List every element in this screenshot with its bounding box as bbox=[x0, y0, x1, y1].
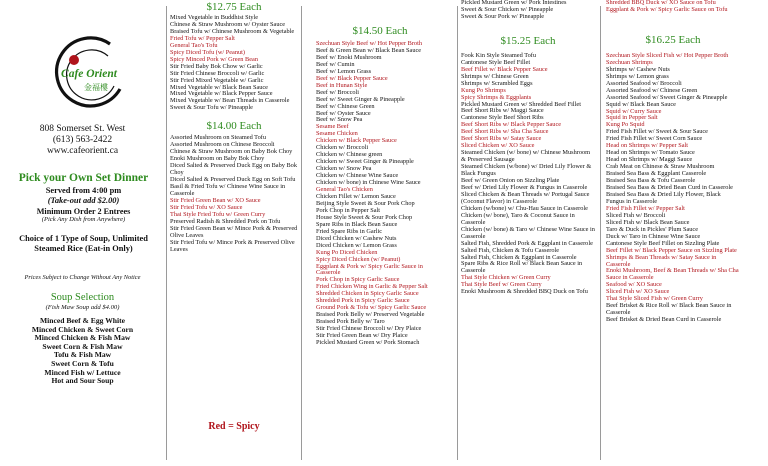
soup-note: (Fish Maw Soup add $4.00) bbox=[45, 304, 120, 311]
spicy-legend: Red = Spicy bbox=[208, 421, 260, 432]
menu-item: Pickled Mustard Green w/ Pork Stomach bbox=[316, 338, 420, 346]
menu-item: Beef Brisket & Rice Roll w/ Black Bean Sauce in Casserole bbox=[606, 302, 732, 317]
menu-item: Steamed Chicken (w/bone) w/ Dried Lily Flower & Black Fungus bbox=[461, 163, 592, 178]
soup-item: Hot and Sour Soup bbox=[51, 376, 114, 386]
menu-item: Duck w/ Taro in Chinese Wine Sauce bbox=[606, 232, 701, 240]
minimum-order: Minimum Order 2 Entrees bbox=[36, 207, 131, 216]
menu-item: Chicken w/ Sweet Ginger & Pineapple bbox=[316, 158, 414, 166]
menu-item: Pork Chop in Spicy Garlic Sauce bbox=[316, 276, 400, 284]
menu-item: Steamed Chicken (w/ bone) w/ Chinese Mushroom & Preserved Sausage bbox=[461, 149, 591, 164]
menu-item: Beef w/ Black Pepper Sauce bbox=[316, 74, 388, 82]
menu-item: Fried Chicken Wing in Garlic & Pepper Salt bbox=[316, 283, 428, 291]
menu-item: Eggplant & Pork w/ Spicy Garlic Sauce on Tofu bbox=[606, 5, 728, 13]
soup-item: Minced Fish w/ Lettuce bbox=[44, 367, 121, 377]
menu-item: Assorted Seafood w/ Broccoli bbox=[606, 79, 682, 87]
column-divider bbox=[457, 6, 458, 460]
soup-item: Minced Chicken & Sweet Corn bbox=[31, 324, 134, 334]
menu-item: Squid w/ Black Bean Sauce bbox=[606, 100, 676, 108]
menu-item: Beef & Green Bean w/ Black Bean Sauce bbox=[316, 46, 422, 54]
phone: (613) 563-2422 bbox=[52, 135, 113, 145]
menu-item: Braised Sea Bass & Eggplant Casserole bbox=[606, 170, 707, 178]
menu-item: Stir Fried Tofu w/ Mince Pork & Preserved Olive Leaves bbox=[170, 238, 295, 253]
menu-item: Kung Po Shrimps bbox=[461, 86, 506, 94]
menu-item: Diced Salted & Preserved Duck Egg on Soft Tofu bbox=[170, 176, 296, 184]
menu-column-4 bbox=[606, 0, 740, 466]
menu-item: Chinese & Straw Mushroom w/ Oyster Sauce bbox=[170, 20, 286, 28]
menu-item: Fried Tofu w/ Pepper Salt bbox=[170, 34, 235, 42]
menu-item: Chicken Fillet w/ Lemon Sauce bbox=[316, 192, 396, 200]
menu-item: Szechuan Style Sliced Fish w/ Hot Pepper Broth bbox=[606, 51, 729, 59]
menu-item: Enoki Mushroom & Shredded BBQ Duck on Tofu bbox=[461, 288, 588, 296]
menu-item: Braised Sea Bass & Tofu Casserole bbox=[606, 177, 696, 185]
menu-item: Thai Style Chicken w/ Green Curry bbox=[461, 274, 551, 282]
menu-list-14-00 bbox=[170, 135, 298, 253]
menu-item: Mixed Vegetable w/ Bean Threads in Casserole bbox=[170, 97, 290, 105]
menu-item: House Style Sweet & Sour Pork Chop bbox=[316, 213, 413, 221]
menu-item: Chicken (w/ bone), Taro & Coconut Sauce in Casserole bbox=[461, 211, 575, 226]
menu-item: Sliced Fish w/ Broccoli bbox=[606, 211, 666, 219]
menu-item: Chicken (w/ bone) & Taro w/ Chinese Wine Sauce in Casserole bbox=[461, 225, 595, 240]
price-header-12-75: $12.75 Each bbox=[206, 1, 262, 13]
menu-item: Mixed Vegetable w/ Black Bean Sauce bbox=[170, 83, 268, 91]
menu-item: Diced Chicken w/ Lemon Grass bbox=[316, 241, 397, 249]
menu-item: Stir Fried Chinese Broccoli w/ Dry Plaice bbox=[316, 325, 422, 333]
menu-list-continued bbox=[461, 0, 595, 21]
price-header-14-50: $14.50 Each bbox=[352, 25, 408, 37]
menu-item: Shrimps & Bean Threads w/ Satay Sauce in Casserole bbox=[606, 253, 717, 268]
menu-item: Sliced Fish w/ Black Bean Sauce bbox=[606, 218, 690, 226]
menu-item: Sesame Chicken bbox=[316, 130, 358, 138]
menu-item: Chicken w/ Broccoli bbox=[316, 144, 369, 152]
menu-item: Pickled Mustard Green w/ Pork Intestines bbox=[461, 0, 567, 6]
menu-item: Fried Fish Fillet w/ Sweet Corn Sauce bbox=[606, 135, 703, 143]
menu-list-15-25 bbox=[461, 53, 595, 296]
menu-column-1 bbox=[170, 0, 298, 466]
menu-item: Shredded Chicken in Spicy Garlic Sauce bbox=[316, 290, 419, 298]
soup-item: Tofu & Fish Maw bbox=[53, 350, 112, 360]
menu-item: Stir Fried Mixed Vegetable w/ Garlic bbox=[170, 76, 264, 84]
menu-item: Fried Fish Fillet w/ Pepper Salt bbox=[606, 204, 685, 212]
menu-item: Spare Ribs & Rice Roll w/ Black Bean Sauce in Casserole bbox=[461, 260, 583, 275]
menu-list-16-25 bbox=[606, 53, 740, 324]
menu-item: Sweet & Sour Chicken w/ Pineapple bbox=[461, 5, 554, 13]
menu-item: Chicken w/ Snow Pea bbox=[316, 165, 372, 173]
menu-item: Pork Chop in Pepper Salt bbox=[316, 206, 381, 214]
menu-column-3 bbox=[461, 0, 595, 466]
soup-item: Sweet Corn & Fish Maw bbox=[42, 341, 123, 351]
menu-item: Assorted Mushroom on Steamed Tofu bbox=[170, 134, 266, 142]
website: www.cafeorient.ca bbox=[46, 146, 119, 156]
menu-item: Pickled Mustard Green w/ Shredded Beef Fillet bbox=[461, 100, 581, 108]
menu-item: Spicy Diced Tofu (w/ Peanut) bbox=[170, 48, 245, 56]
menu-item: Fried Fish Fillet w/ Sweet & Sour Sauce bbox=[606, 128, 708, 136]
menu-item: Sweet & Sour Tofu w/ Pineapple bbox=[170, 104, 253, 112]
menu-item: Szechuan Shrimps bbox=[606, 58, 653, 66]
menu-item: Stir Fried Green Bean w/ Dry Plaice bbox=[316, 332, 408, 340]
menu-list-14-50 bbox=[316, 41, 444, 347]
menu-item: Squid in Pepper Salt bbox=[606, 114, 658, 122]
pick-any-note: (Pick Any Dish from Anywhere) bbox=[41, 216, 126, 224]
menu-item: Assorted Seafood w/ Sweet Ginger & Pineapple bbox=[606, 93, 728, 101]
menu-item: Ground Pork & Tofu w/ Spicy Garlic Sauce bbox=[316, 304, 427, 312]
menu-item: Beef w/ Cumin bbox=[316, 60, 355, 68]
menu-item: Spicy Minced Pork w/ Green Bean bbox=[170, 55, 258, 63]
soup-item: Minced Beef & Egg White bbox=[39, 316, 126, 325]
menu-item: Beef w/ Oyster Sauce bbox=[316, 109, 371, 117]
menu-item: Stir Fried Tofu w/ XO Sauce bbox=[170, 203, 243, 211]
menu-item: Sliced Chicken w/ XO Sauce bbox=[461, 142, 535, 150]
logo-wordmark: Cafe Orient bbox=[61, 68, 117, 80]
menu-item: Shredded Pork in Spicy Garlic Sauce bbox=[316, 297, 410, 305]
menu-item: Beef w/ Enoki Mushroom bbox=[316, 53, 382, 61]
menu-item: Cantonese Style Beef Short Ribs bbox=[461, 114, 544, 122]
menu-item: Beef w/ Broccoli bbox=[316, 88, 360, 96]
menu-item: Chinese & Straw Mushroom on Baby Bok Choy bbox=[170, 148, 293, 156]
menu-item: Enoki Mushroom, Beef & Bean Threads w/ Sha Cha Sauce in Casserole bbox=[606, 267, 739, 282]
soup-selection-title: Soup Selection bbox=[50, 292, 115, 303]
menu-item: Beef w/ Chinese Green bbox=[316, 102, 375, 110]
choice-note: Choice of 1 Type of Soup, Unlimited Steamed Rice (Eat-in Only) bbox=[19, 234, 148, 253]
price-header-15-25: $15.25 Each bbox=[500, 34, 556, 47]
menu-item: Sesame Beef bbox=[316, 123, 349, 131]
menu-item: Head on Shrimps w/ Pepper Salt bbox=[606, 142, 689, 150]
menu-item: Salted Fish, Chicken & Tofu Casserole bbox=[461, 246, 560, 254]
takeout-note: (Take-out add $2.00) bbox=[47, 195, 120, 205]
menu-item: Head on Shrimps w/ Tomato Sauce bbox=[606, 149, 695, 157]
price-header-14-00: $14.00 Each bbox=[206, 120, 262, 133]
logo-chinese-text: 金福樓 bbox=[84, 83, 108, 92]
menu-list-12-75 bbox=[170, 15, 298, 112]
menu-item: Spicy Shrimps & Eggplants bbox=[461, 93, 532, 101]
menu-item: Crab Meat on Chinese & Straw Mushroom bbox=[606, 163, 715, 171]
menu-item: Braised Sea Bass & Dried Lily Flower, Black Fungus in Casserole bbox=[606, 190, 721, 205]
menu-item: Assorted Mushroom on Chinese Broccoli bbox=[170, 141, 275, 149]
price-header-16-25: $16.25 Each bbox=[645, 33, 701, 46]
menu-item: Braised Pork Belly w/ Preserved Vegetable bbox=[316, 311, 425, 319]
menu-item: Cantonese Style Beef Fillet on Sizzling Plate bbox=[606, 239, 720, 247]
menu-item: Assorted Seafood w/ Chinese Green bbox=[606, 86, 698, 94]
menu-item: Mixed Vegetable w/ Black Pepper Sauce bbox=[170, 90, 273, 98]
menu-item: Braised Pork Belly w/ Taro bbox=[316, 318, 385, 326]
menu-item: Sweet & Sour Pork w/ Pineapple bbox=[461, 12, 545, 20]
menu-item: Shrimps w/ Cashew Nuts bbox=[606, 65, 670, 73]
menu-item: Fried Spare Ribs in Garlic bbox=[316, 227, 383, 235]
menu-item: Spare Ribs in Black Bean Sauce bbox=[316, 220, 398, 228]
soup-item: Minced Chicken & Fish Maw bbox=[34, 333, 131, 343]
menu-item: Shrimps w/ Scrambled Eggs bbox=[461, 79, 533, 87]
menu-item: Chicken w/ Chinese Wine Sauce bbox=[316, 172, 399, 180]
menu-item: Basil & Fried Tofu w/ Chinese Wine Sauce in Casserole bbox=[170, 183, 286, 197]
menu-item: Braised Sea Bass & Dried Bean Curd in Casserole bbox=[606, 184, 733, 192]
menu-item: Salted Fish, Chicken & Eggplant in Casserole bbox=[461, 253, 577, 261]
menu-item: Beef w/ Sweet Ginger & Pineapple bbox=[316, 95, 405, 103]
menu-item: Braised Tofu w/ Chinese Mushroom & Vegetable bbox=[170, 27, 295, 35]
menu-item: Szechuan Style Beef w/ Hot Pepper Broth bbox=[316, 40, 422, 47]
menu-item: Kung Po Diced Chicken bbox=[316, 248, 378, 256]
menu-item: Beef Fillet w/ Black Pepper Sauce bbox=[461, 65, 548, 73]
menu-item: Diced Salted & Preserved Duck Egg on Baby Bok Choy bbox=[170, 162, 297, 177]
menu-item: Beef in Hunan Style bbox=[316, 81, 368, 89]
menu-item: Preserved Radish & Shredded Pork on Tofu bbox=[170, 217, 281, 225]
menu-item: Stir Fried Baby Bok Chow w/ Garlic bbox=[170, 62, 263, 70]
menu-item: Spicy Diced Chicken (w/ Peanut) bbox=[316, 255, 401, 263]
column-divider bbox=[301, 6, 302, 460]
menu-item: Kung Po Squid bbox=[606, 121, 645, 129]
menu-item: Chicken w/ bone) in Chinese Wine Sauce bbox=[316, 179, 421, 187]
menu-item: Taro & Duck in Pickles' Plum Sauce bbox=[606, 225, 698, 233]
menu-item: Fook Kin Style Steamed Tofu bbox=[461, 51, 537, 59]
menu-item: Stir Fried Chinese Broccoli w/ Garlic bbox=[170, 69, 265, 77]
menu-item: Seafood w/ XO Sauce bbox=[606, 281, 662, 289]
menu-column-2 bbox=[316, 0, 444, 466]
menu-item: Shrimps w/ Chinese Green bbox=[461, 72, 529, 80]
set-dinner-title: Pick your Own Set Dinner bbox=[18, 172, 149, 184]
menu-item: Enoki Mushroom on Baby Bok Choy bbox=[170, 155, 265, 163]
menu-item: Sliced Fish w/ XO Sauce bbox=[606, 288, 670, 296]
menu-item: Shredded BBQ Duck w/ XO Sauce on Tofu bbox=[606, 0, 716, 6]
menu-item: Beef w/ Green Onion on Sizzling Plate bbox=[461, 177, 560, 185]
restaurant-logo bbox=[50, 34, 128, 112]
menu-item: Beef Brisket & Dried Bean Curd in Casserole bbox=[606, 316, 722, 324]
menu-item: Chicken w/ Chinese green bbox=[316, 151, 383, 159]
soup-item: Sweet Corn & Tofu bbox=[51, 358, 114, 368]
menu-item: Thai Style Fried Tofu w/ Green Curry bbox=[170, 210, 266, 218]
menu-item: Salted Fish, Shredded Pork & Eggplant in Casserole bbox=[461, 239, 593, 247]
menu-item: Stir Fried Green Bean w/ XO Sauce bbox=[170, 196, 261, 204]
menu-item: Stir Fried Green Bean w/ Mince Pork & Preserved Olive Leaves bbox=[170, 224, 298, 239]
menu-item: Shrimps w/ Lemon grass bbox=[606, 72, 669, 80]
menu-item: Beef w/ Lemon Grass bbox=[316, 67, 372, 75]
menu-item: Squid w/ Curry Sauce bbox=[606, 107, 662, 115]
menu-item: Diced Chicken w/ Cashew Nuts bbox=[316, 234, 397, 242]
menu-item: Beef Short Ribs w/ Satay Sauce bbox=[461, 135, 542, 143]
menu-item: Chicken w/ Black Pepper Sauce bbox=[316, 137, 397, 145]
menu-list-continued bbox=[606, 0, 740, 14]
menu-item: Eggplant & Pork w/ Spicy Garlic Sauce in Casserole bbox=[316, 262, 423, 277]
menu-item: Cantonese Style Beef Fillet bbox=[461, 58, 531, 66]
menu-item: Chicken (w/bone) w/ Chu-Hau Sauce in Casserole bbox=[461, 204, 588, 212]
menu-item: Thai Style Sliced Fish w/ Green Curry bbox=[606, 295, 703, 303]
menu-item: Beef Fillet w/ Black Pepper Sauce on Sizzling Plate bbox=[606, 246, 737, 254]
menu-item: Beef w/ Snow Pea bbox=[316, 116, 363, 124]
column-divider bbox=[600, 6, 601, 460]
soup-list bbox=[0, 317, 165, 386]
menu-item: Beijing Style Sweet & Sour Pork Chop bbox=[316, 199, 415, 207]
menu-item: Beef w/ Dried Lily Flower & Fungus in Casserole bbox=[461, 183, 588, 191]
menu-item: Beef Short Ribs w/ Sha Cha Sauce bbox=[461, 128, 549, 136]
menu-item: Sliced Chicken & Bean Threads w/ Portugal Sauce (Coconut Flavor) in Casserole bbox=[461, 190, 590, 205]
prices-note: Prices Subject to Change Without Any Notice bbox=[24, 274, 141, 281]
menu-item: Head on Shrimps w/ Maggi Sauce bbox=[606, 156, 693, 164]
menu-item: Beef Short Ribs w/ Maggi Sauce bbox=[461, 107, 544, 115]
menu-item: Mixed Vegetable in Buddhist Style bbox=[170, 14, 259, 21]
menu-item: General Tao's Chicken bbox=[316, 186, 373, 194]
column-divider bbox=[166, 6, 167, 460]
address: 808 Somerset St. West bbox=[39, 124, 126, 134]
info-panel bbox=[0, 0, 165, 466]
menu-item: General Tao's Tofu bbox=[170, 41, 218, 49]
menu-item: Beef Short Ribs w/ Black Pepper Sauce bbox=[461, 121, 562, 129]
served-from: Served from 4:00 pm bbox=[45, 186, 122, 195]
menu-item: Thai Style Beef w/ Green Curry bbox=[461, 281, 542, 289]
